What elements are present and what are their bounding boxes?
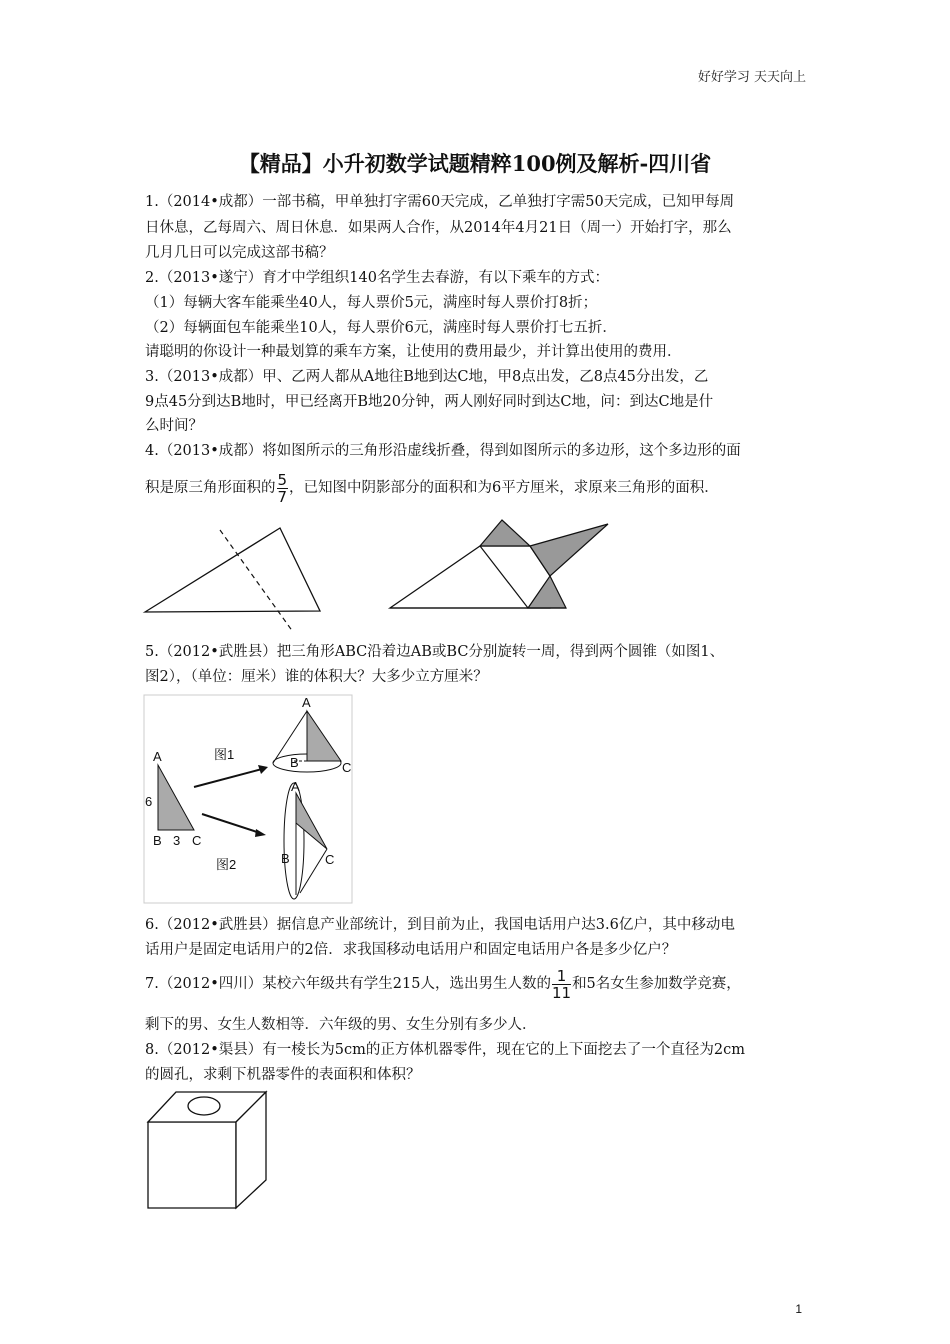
- shaded-right: [530, 524, 608, 576]
- cone1-label-b: B: [290, 755, 299, 770]
- label-side-6: 6: [145, 794, 153, 809]
- arrow-1-head: [258, 765, 268, 774]
- fraction-numerator: 5: [277, 470, 288, 489]
- problem-3-line-3: 么时间？: [145, 418, 203, 434]
- cube-with-hole-figure: [144, 1090, 270, 1212]
- page-number: 1: [795, 1302, 802, 1316]
- header-slogan: 好好学习 天天向上: [697, 70, 806, 85]
- triangle-abc: [158, 765, 194, 830]
- page-title: 【精品】小升初数学试题精粹100例及解析-四川省: [238, 151, 712, 176]
- label-c: C: [192, 833, 202, 848]
- label-fig2: 图2: [216, 857, 237, 872]
- problem-1-line-3: 几月几日可以完成这部书稿？: [145, 245, 334, 261]
- fraction-5-7: [277, 472, 289, 505]
- problem-4-text-b: ，已知图中阴影部分的面积和为6平方厘米，求原来三角形的面积．: [289, 480, 719, 496]
- problem-7-line-1: [145, 966, 741, 1002]
- problem-7-text-b: 和5名女生参加数学竞赛，: [572, 976, 741, 992]
- fraction-numerator: 1: [552, 968, 571, 985]
- folded-polygon: [390, 546, 550, 608]
- fold-edge: [480, 546, 528, 608]
- cone2-base: [284, 783, 304, 899]
- problem-1-line-2: 日休息，乙每周六、周日休息．如果两人合作，从2014年4月21日（周一）开始打字，那么: [145, 220, 732, 236]
- cone-rotation-figure: [144, 695, 354, 905]
- problem-8-line-1: 8.（2012•渠县）有一棱长为5cm的正方体机器零件，现在它的上下面挖去了一个直径为2cm: [145, 1042, 745, 1058]
- folded-triangle-figure: [140, 518, 620, 636]
- problem-3-line-2: 9点45分到达B地时，甲已经离开B地20分钟，两人刚好同时到达C地，问：到达C地是什: [145, 394, 714, 410]
- problem-4-text-a: 积是原三角形面积的: [145, 480, 276, 496]
- label-a: A: [153, 749, 162, 764]
- arrow-2-head: [255, 829, 266, 837]
- problem-2-line-3: （2）每辆面包车能乘坐10人，每人票价6元，满座时每人票价打七五折．: [145, 320, 617, 336]
- cube-front-face: [148, 1122, 236, 1208]
- original-triangle: [145, 528, 320, 612]
- cone2-label-b: B: [281, 851, 290, 866]
- problem-5-line-1: 5.（2012•武胜县）把三角形ABC沿着边AB或BC分别旋转一周，得到两个圆锥（如图1、: [145, 644, 725, 660]
- problem-5-line-2: 图2），（单位：厘米）谁的体积大？大多少立方厘米？: [145, 669, 488, 685]
- shaded-top: [480, 520, 530, 546]
- hole-circle: [188, 1097, 220, 1115]
- problem-8-line-2: 的圆孔，求剩下机器零件的表面积和体积？: [145, 1067, 421, 1083]
- arrow-1: [194, 769, 262, 787]
- problem-2-line-2: （1）每辆大客车能乘坐40人，每人票价5元，满座时每人票价打8折；: [145, 295, 598, 311]
- fraction-denominator: 7: [277, 487, 288, 506]
- arrow-2: [202, 814, 260, 833]
- problem-4-line-2: [145, 470, 719, 506]
- cone2-label-a: A: [291, 779, 300, 794]
- cone1-label-c: C: [342, 760, 352, 775]
- problem-6-line-2: 话用户是固定电话用户的2倍．求我国移动电话用户和固定电话用户各是多少亿户？: [145, 942, 677, 958]
- problem-1-line-1: 1.（2014•成都）一部书稿，甲单独打字需60天完成，乙单独打字需50天完成，已知甲每周: [145, 194, 735, 210]
- problem-6-line-1: 6.（2012•武胜县）据信息产业部统计，到目前为止，我国电话用户达3.6亿户，其中移动电: [145, 917, 735, 933]
- fraction-1-11: [552, 968, 571, 1001]
- label-side-3: 3: [173, 833, 181, 848]
- cone1-label-a: A: [302, 695, 311, 710]
- cone1-shaded: [307, 711, 341, 761]
- problem-7-text-a: 7.（2012•四川）某校六年级共有学生215人，选出男生人数的: [145, 976, 551, 992]
- problem-3-line-1: 3.（2013•成都）甲、乙两人都从A地往B地到达C地，甲8点出发，乙8点45分出发，乙: [145, 369, 709, 385]
- problem-4-line-1: 4.（2013•成都）将如图所示的三角形沿虚线折叠，得到如图所示的多边形，这个多边形的面: [145, 443, 741, 459]
- fold-dashed-line: [220, 530, 293, 632]
- cone2-label-c: C: [325, 852, 335, 867]
- label-b: B: [153, 833, 162, 848]
- label-fig1: 图1: [214, 747, 235, 762]
- problem-2-line-1: 2.（2013•遂宁）育才中学组织140名学生去春游，有以下乘车的方式：: [145, 270, 609, 286]
- problem-7-line-2: 剩下的男、女生人数相等．六年级的男、女生分别有多少人．: [145, 1017, 537, 1033]
- shaded-bottom: [528, 576, 566, 608]
- problem-2-line-4: 请聪明的你设计一种最划算的乘车方案，让使用的费用最少，并计算出使用的费用．: [145, 344, 682, 360]
- cone2-shaded: [296, 793, 327, 849]
- fraction-denominator: 11: [551, 983, 572, 1002]
